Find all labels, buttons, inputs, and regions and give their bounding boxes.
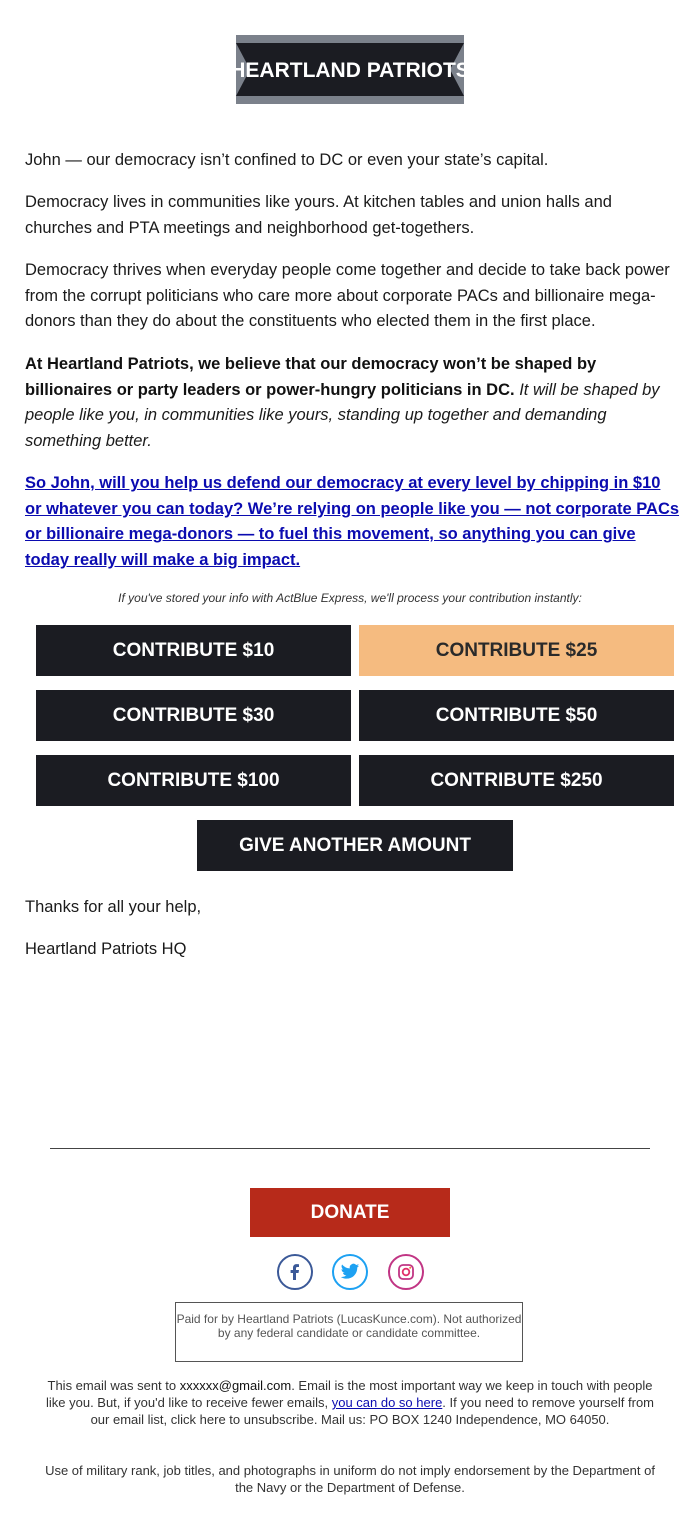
military-disclaimer: Use of military rank, job titles, and photographs in uniform do not imply endorsement by the Department of the Navy or the Department of Defense. bbox=[45, 1463, 655, 1495]
contribute-10-button[interactable]: CONTRIBUTE $10 bbox=[36, 625, 351, 676]
democracy-paragraph: Democracy thrives when everyday people come together and decide to take back power from the corrupt politicians who care more about corporate PACs and billionaire mega-donors than they do about the constituents who elected them in the first place. bbox=[25, 261, 670, 331]
brand-logo bbox=[236, 35, 464, 104]
belief-paragraph bbox=[25, 352, 680, 454]
recipient-email: xxxxxx@gmail.com bbox=[179, 1378, 292, 1393]
cta-paragraph bbox=[25, 471, 680, 573]
contribute-25-button[interactable]: CONTRIBUTE $25 bbox=[359, 625, 674, 676]
twitter-icon[interactable] bbox=[332, 1254, 368, 1290]
email-footer-text bbox=[40, 1377, 660, 1428]
actblue-note: If you've stored your info with ActBlue Express, we'll process your contribution instantly: bbox=[118, 591, 582, 605]
contribute-30-button[interactable]: CONTRIBUTE $30 bbox=[36, 690, 351, 741]
fewer-emails-link[interactable]: you can do so here bbox=[331, 1395, 443, 1410]
sent-suffix: . If you need to remove yourself from our email list, click here to unsubscribe. Mail us: PO BOX 1240 Independence, MO 64050. bbox=[90, 1395, 655, 1427]
footer-divider bbox=[50, 1148, 650, 1149]
belief-italic-text: It will be shaped by people like you, in communities like yours, standing up together and demanding something better. bbox=[25, 380, 660, 450]
facebook-icon[interactable] bbox=[277, 1254, 313, 1290]
intro-paragraph: John — our democracy isn’t confined to DC or even your state’s capital. bbox=[25, 151, 549, 169]
contribute-250-button[interactable]: CONTRIBUTE $250 bbox=[359, 755, 674, 806]
instagram-icon[interactable] bbox=[388, 1254, 424, 1290]
donate-cta-link[interactable]: So John, will you help us defend our democracy at every level by chipping in $10 or whatever you can today? We’re relying on people like you — not corporate PACs or billionaire mega-donors — to fuel this movement, so anything you can give today really will make a big impact. bbox=[25, 474, 680, 569]
thanks-text: Thanks for all your help, bbox=[25, 898, 202, 916]
contribute-50-button[interactable]: CONTRIBUTE $50 bbox=[359, 690, 674, 741]
logo-text: HEARTLAND PATRIOTS bbox=[236, 59, 464, 82]
paid-for-disclaimer: Paid for by Heartland Patriots (LucasKunce.com). Not authorized by any federal candidate or candidate committee. bbox=[175, 1302, 523, 1362]
sent-middle: . Email is the most important way we keep in touch with people like you. But, if you'd like to receive fewer emails, bbox=[45, 1378, 653, 1410]
contribute-100-button[interactable]: CONTRIBUTE $100 bbox=[36, 755, 351, 806]
belief-bold-text: At Heartland Patriots, we believe that our democracy won’t be shaped by billionaires or party leaders or power-hungry politicians in DC. bbox=[25, 355, 597, 399]
sent-prefix: This email was sent to bbox=[47, 1378, 177, 1393]
signature-text: Heartland Patriots HQ bbox=[25, 940, 187, 958]
give-another-amount-button[interactable]: GIVE ANOTHER AMOUNT bbox=[197, 820, 513, 871]
donate-button[interactable]: DONATE bbox=[250, 1188, 450, 1237]
community-paragraph: Democracy lives in communities like yours. At kitchen tables and union halls and churches and PTA meetings and neighborhood get-togethers. bbox=[25, 193, 612, 237]
